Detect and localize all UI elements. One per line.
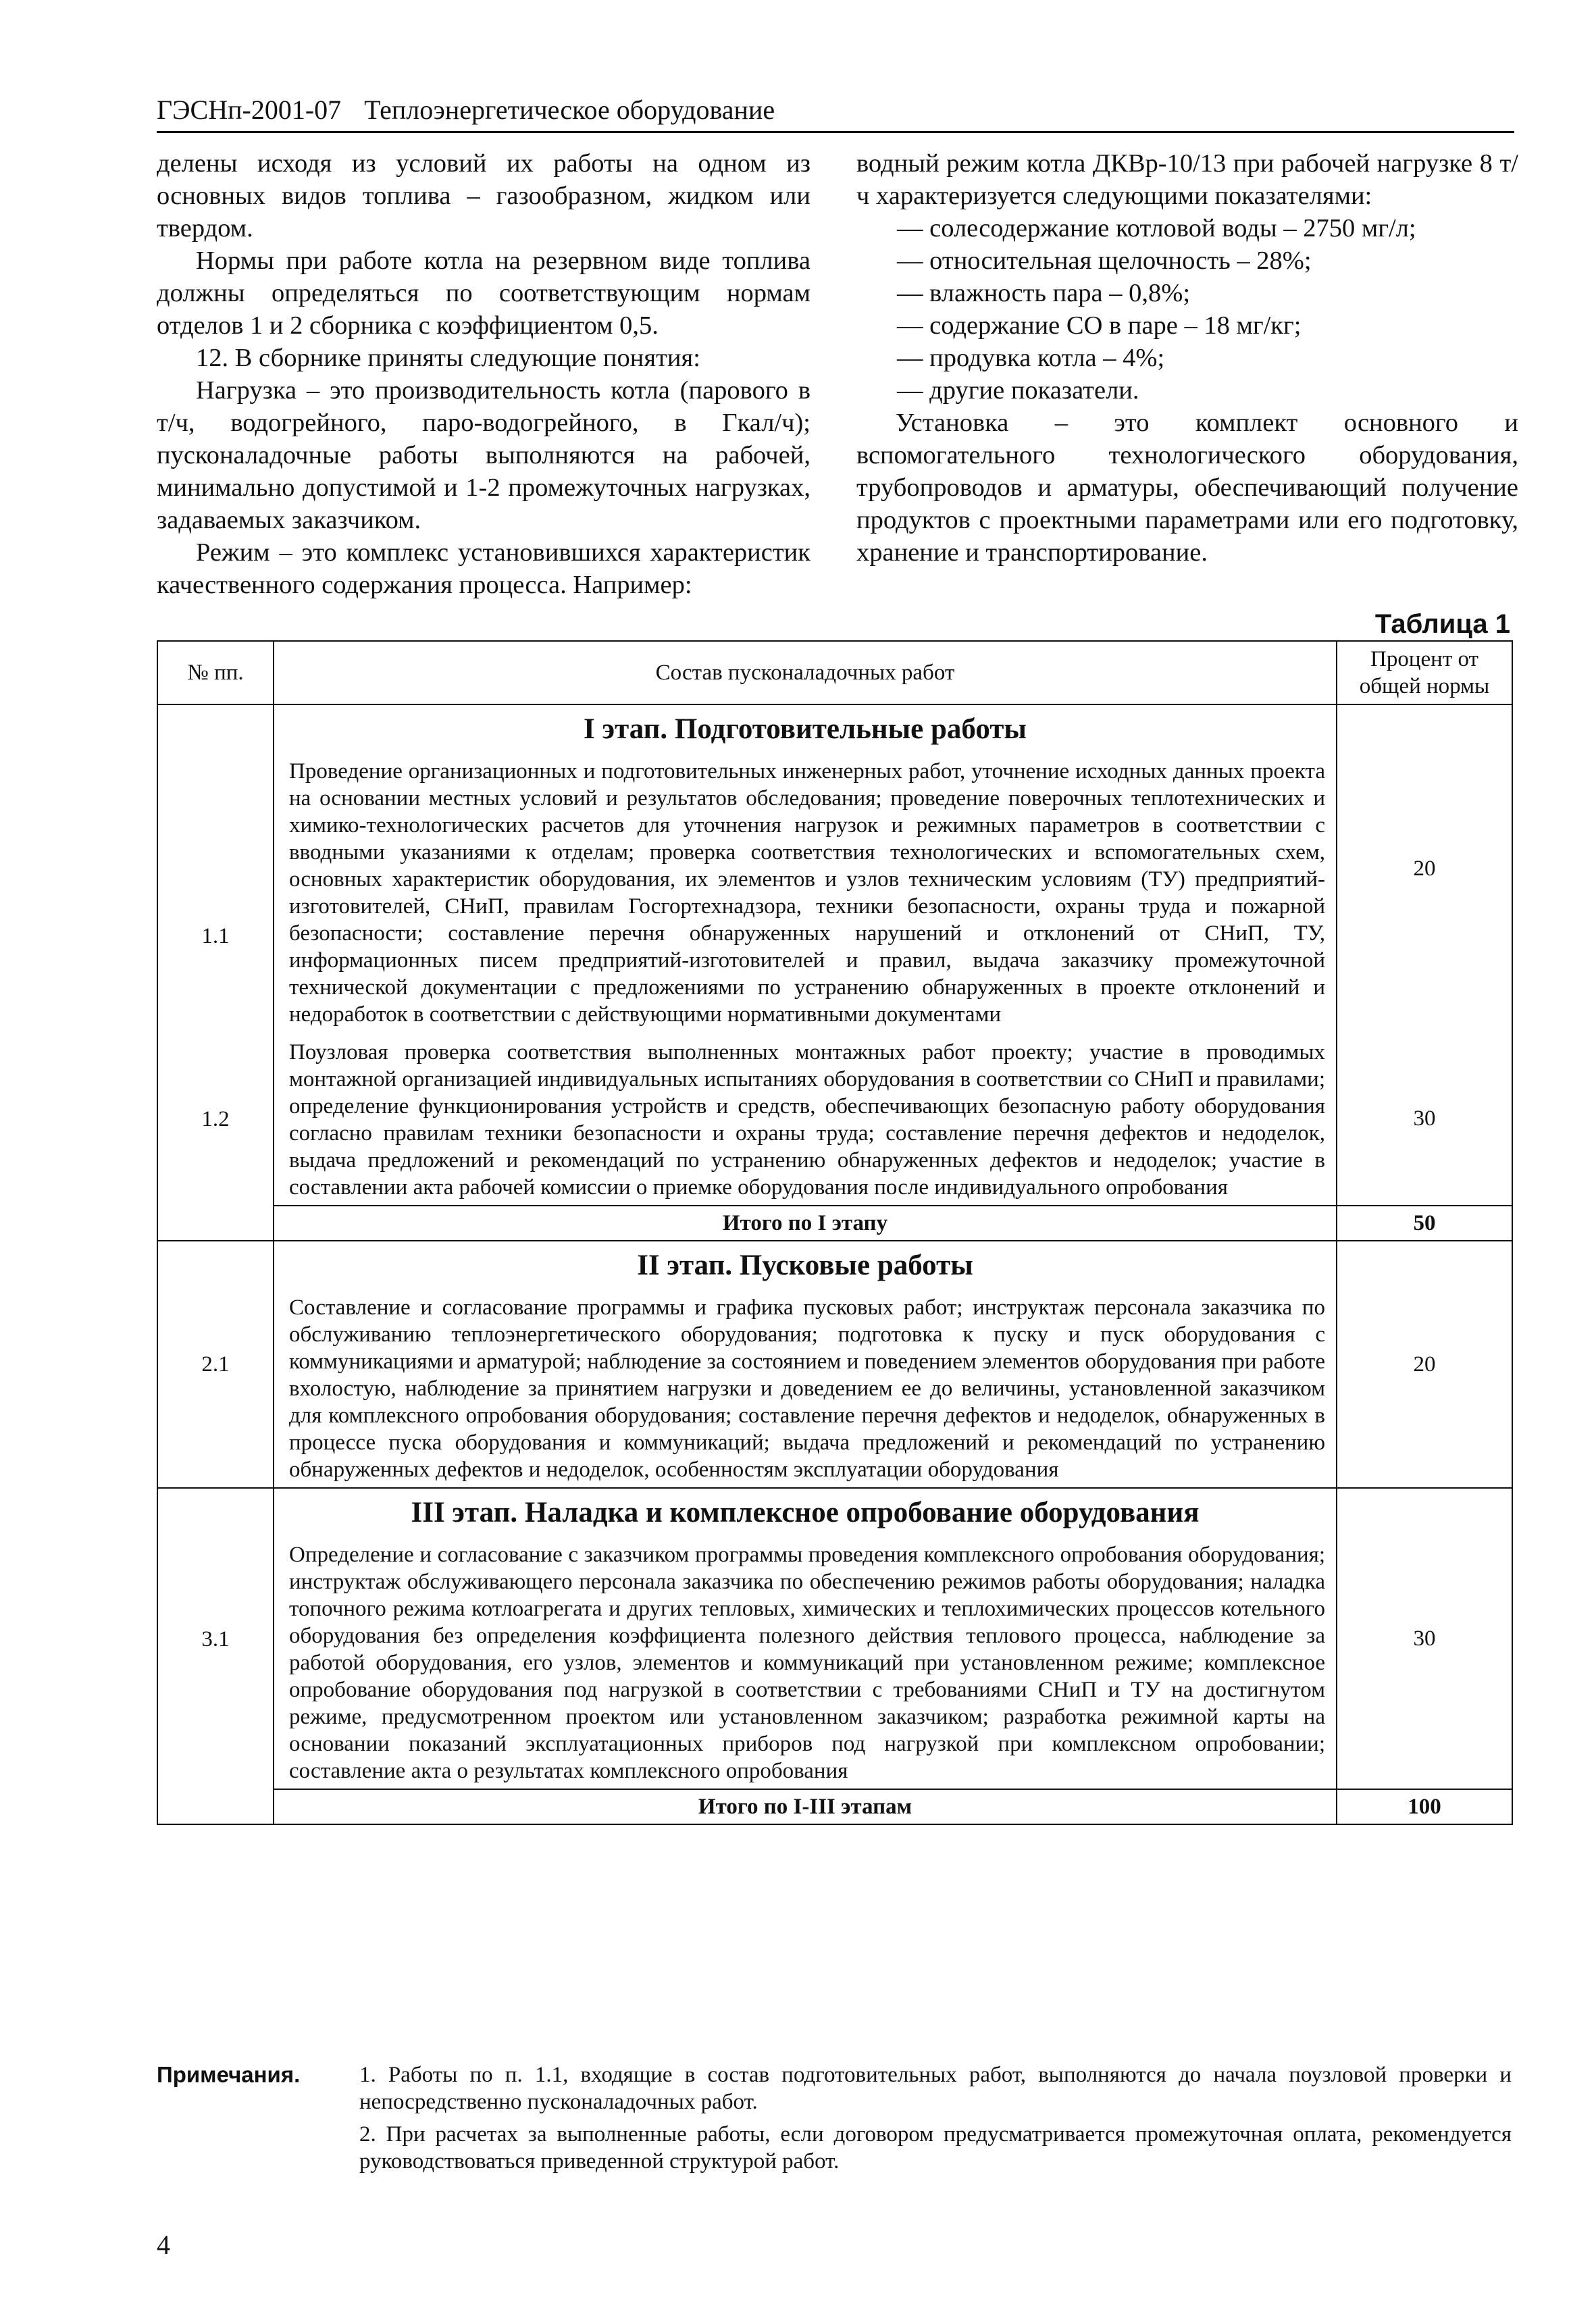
total-row	[157, 1206, 1512, 1241]
notes-list	[359, 2061, 1512, 2175]
row-description: Составление и согласование программы и графика пусковых работ; инструктаж персонала заказчика по обслуживанию теплоэнергетического оборудования; подготовка к пуску и пуск оборудования с коммуникациями и арматурой; наблюдение за состоянием и поведением элементов оборудования при работе вхолостую, наблюдение за принятием нагрузки и доведением ее до величины, установленной заказчиком для комплексного опробования оборудования; составление перечня дефектов и недоделок, обнаруженных в процессе пуска оборудования и коммуникаций; выдача предложений и рекомендаций по устранению обнаруженных дефектов и недоделок, особенностям эксплуатации оборудования	[274, 1290, 1337, 1488]
table-row	[157, 1537, 1512, 1789]
table-row	[157, 754, 1512, 1032]
page-header	[157, 89, 1514, 133]
row-number: 3.1	[157, 1488, 274, 1789]
row-number: 2.1	[157, 1241, 274, 1488]
document-code: ГЭСНп-2001-07	[157, 95, 342, 125]
bullet-item: — продувка котла – 4%;	[897, 344, 1165, 372]
row-percent: 30	[1337, 1032, 1512, 1206]
header-content: Состав пусконаладочных работ	[274, 641, 1337, 704]
table-caption: Таблица 1	[1374, 609, 1510, 639]
stage-title-row	[157, 1488, 1512, 1537]
row-percent: 20	[1337, 704, 1512, 1032]
notes-section	[157, 2061, 1512, 2180]
left-text-column	[157, 147, 810, 601]
bullet-item: — другие показатели.	[897, 376, 1139, 405]
paragraph: Установка – это комплект основного и вспомогательного технологического оборудования, трубопроводов и арматуры, обеспечивающий получение продуктов с проектными параметрами или его подготовку, хранение и транспортирование.	[856, 409, 1518, 567]
table-header-row	[157, 641, 1512, 704]
row-number-text: 1.1	[201, 924, 230, 948]
row-description: Поузловая проверка соответствия выполненных монтажных работ проекту; участие в проводимых монтажной организацией индивидуальных испытаниях оборудования в соответствии со СНиП и правилами; определение функционирования устройств и средств, обеспечивающих безопасную работу оборудования согласно правилам техники безопасности и охраны труда; составление перечня дефектов и недоделок, выдача предложений и рекомендаций по устранению обнаруженных дефектов и недоделок; участие в составлении акта рабочей комиссии о приемке оборудования после индивидуального опробования	[274, 1032, 1337, 1206]
stage-title-row	[157, 704, 1512, 754]
total-label: Итого по I этапу	[274, 1206, 1337, 1241]
stage-title: II этап. Пусковые работы	[274, 1241, 1337, 1290]
notes-label: Примечания.	[157, 2062, 301, 2087]
header-num: № пп.	[157, 641, 274, 704]
paragraph: Нормы при работе котла на резервном виде топлива должны определяться по соответствующим нормам отделов 1 и 2 сборника с коэффициентом 0,5.	[157, 247, 810, 340]
works-table	[157, 640, 1513, 1825]
bullet-item: — солесодержание котловой воды – 2750 мг/л;	[897, 214, 1416, 242]
bullet-item: — влажность пара – 0,8%;	[897, 279, 1191, 307]
table-row	[157, 1032, 1512, 1206]
paragraph: Режим – это комплекс установившихся характеристик качественного содержания процесса. Например:	[157, 538, 810, 599]
note-item: 2. При расчетах за выполненные работы, если договором предусматривается промежуточная оплата, рекомендуется руководствоваться приведенной структурой работ.	[359, 2122, 1512, 2174]
paragraph: Нагрузка – это производительность котла (парового в т/ч, водогрейного, паро-водогрейного, в Гкал/ч); пусконаладочные работы выполняются на рабочей, минимально допустимой и 1-2 промежуточных нагрузках, задаваемых заказчиком.	[157, 376, 810, 534]
table-row	[157, 1290, 1512, 1488]
row-number	[157, 704, 274, 1032]
page-number: 4	[157, 2230, 170, 2260]
stage-title: I этап. Подготовительные работы	[274, 704, 1337, 754]
row-description: Проведение организационных и подготовительных инженерных работ, уточнение исходных данных проекта на основании местных условий и результатов обследования; проведение поверочных теплотехнических и химико-технологических расчетов для уточнения нагрузок и режимных параметров в соответствии с вводными указаниями к отделам; проверка соответствия технологических и вспомогательных схем, основных характеристик оборудования, их элементов и узлов техническим условиям (ТУ) предприятий-изготовителей, СНиП, правилам Госгортехнадзора, техники безопасности, охраны труда и пожарной безопасности; составление перечня обнаруженных нарушений и отклонений от СНиП, ТУ, информационных писем предприятий-изготовителей и правил, выдача заказчику промежуточной технической документации с предложениями по устранению обнаруженных в проекте отклонений и недоработок в соответствии с действующими нормативными документами	[274, 754, 1337, 1032]
total-value: 50	[1337, 1206, 1512, 1241]
stage-title: III этап. Наладка и комплексное опробование оборудования	[274, 1488, 1337, 1537]
document-title: Теплоэнергетическое оборудование	[364, 95, 775, 125]
bullet-item: — относительная щелочность – 28%;	[897, 247, 1312, 275]
header-percent: Процент от общей нормы	[1337, 641, 1512, 704]
paragraph: 12. В сборнике приняты следующие понятия:	[196, 344, 700, 372]
paragraph: водный режим котла ДКВр-10/13 при рабочей нагрузке 8 т/ч характеризуется следующими показателями:	[856, 149, 1518, 210]
right-text-column	[856, 147, 1518, 569]
note-item: 1. Работы по п. 1.1, входящие в состав подготовительных работ, выполняются до начала поузловой проверки и непосредственно пусконаладочных работ.	[359, 2063, 1512, 2114]
row-description: Определение и согласование с заказчиком программы проведения комплексного опробования оборудования; инструктаж обслуживающего персонала заказчика по обеспечению режимов работы оборудования; наладка топочного режима котлоагрегата и других тепловых, химических и теплохимических процессов котельного оборудования без определения коэффициента полезного действия теплового процесса, наблюдение за работой оборудования, его узлов, элементов и коммуникаций при установленном режиме; комплексное опробование оборудования под нагрузкой в соответствии с требованиями СНиП и ТУ на достигнутом режиме, предусмотренном проектом или установленном заказчиком; разработка режимной карты на основании показаний эксплуатационных приборов под нагрузкой при комплексном опробовании; составление акта о результатах комплексного опробования	[274, 1537, 1337, 1789]
row-percent: 30	[1337, 1488, 1512, 1789]
row-number: 1.2	[157, 1032, 274, 1206]
stage-title-row	[157, 1241, 1512, 1290]
total-value: 100	[1337, 1789, 1512, 1824]
paragraph: делены исходя из условий их работы на одном из основных видов топлива – газообразном, жидком или твердом.	[157, 149, 810, 242]
bullet-item: — содержание CO в паре – 18 мг/кг;	[897, 311, 1302, 340]
total-label: Итого по I-III этапам	[274, 1789, 1337, 1824]
row-percent: 20	[1337, 1241, 1512, 1488]
total-row	[157, 1789, 1512, 1824]
